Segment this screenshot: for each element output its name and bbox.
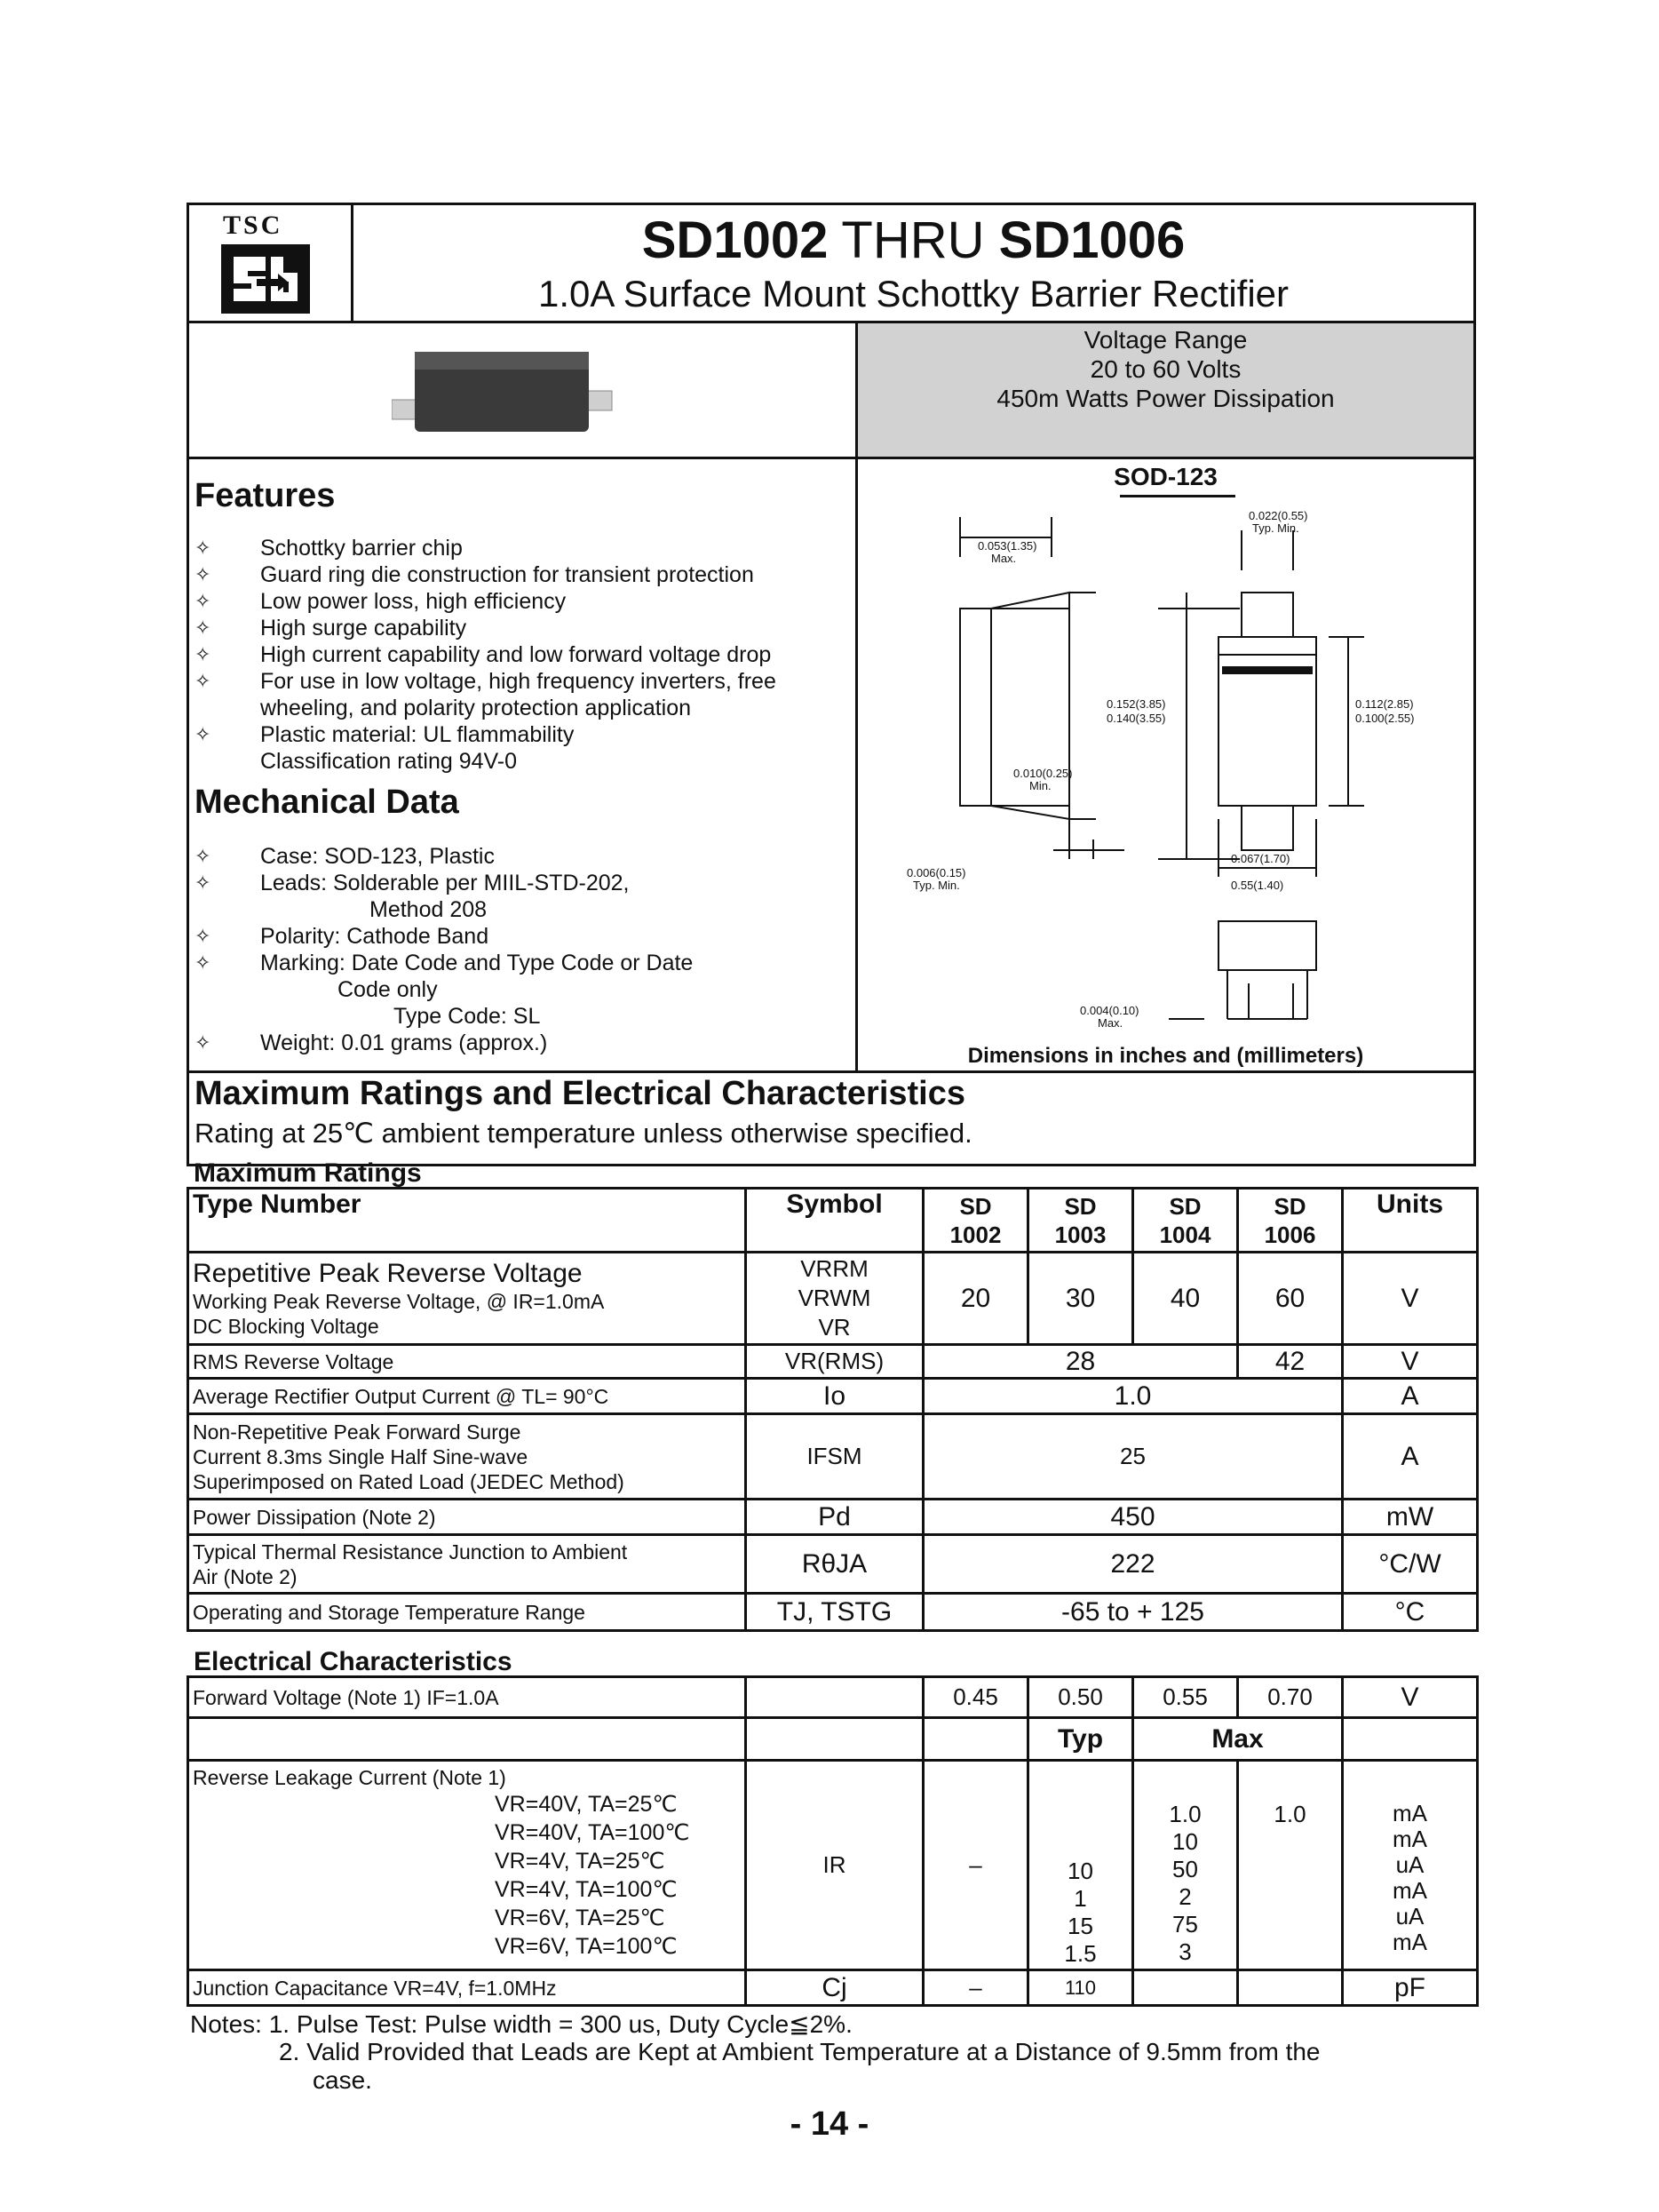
col-sd1006: SD 1006 (1238, 1189, 1343, 1253)
col-type-number: Type Number (188, 1189, 746, 1253)
svg-text:Max.: Max. (991, 552, 1017, 565)
svg-text:Typ. Min.: Typ. Min. (1252, 521, 1299, 535)
dim-label: 0.022(0.55) (1249, 509, 1308, 522)
list-item: ✧ Weight: 0.01 grams (approx.) (194, 1030, 548, 1055)
list-item: ✧ Plastic material: UL flammability Classification rating 94V-0 (194, 722, 575, 774)
list-item: ✧ Schottky barrier chip (194, 536, 463, 561)
table-row: Junction Capacitance VR=4V, f=1.0MHz Cj – 110 pF (188, 1970, 1478, 2006)
tsc-logo-icon (221, 244, 310, 314)
table-row: Reverse Leakage Current (Note 1) VR=40V, TA=25℃ VR=40V, TA=100℃ VR=4V, TA=25℃ VR=4V, TA=100℃ VR=6V, TA=25℃ VR=6V, TA=100℃ IR – 10 1 15 1.5 1.0 10 50 2 75 3 1.0 mA mA uA mA uA mA (188, 1761, 1478, 1970)
col-sd1002: SD 1002 (924, 1189, 1028, 1253)
voltage-range-label: Voltage Range (1084, 326, 1248, 354)
table-row: Non-Repetitive Peak Forward Surge Current 8.3ms Single Half Sine-wave Superimposed on Rated Load (JEDEC Method) IFSM 25 A (188, 1414, 1478, 1500)
note-1: Notes: 1. Pulse Test: Pulse width = 300 us, Duty Cycle≦2%. (190, 2010, 853, 2038)
list-item: ✧ Case: SOD-123, Plastic (194, 844, 495, 869)
svg-text:0.112(2.85): 0.112(2.85) (1355, 697, 1414, 711)
svg-text:0.140(3.55): 0.140(3.55) (1107, 712, 1166, 725)
power-dissipation-value: 450m Watts Power Dissipation (996, 385, 1335, 412)
page-subtitle: 1.0A Surface Mount Schottky Barrier Rectifier (537, 273, 1290, 314)
mechanical-data-heading: Mechanical Data (194, 784, 459, 821)
dimensions-caption: Dimensions in inches and (millimeters) (967, 1044, 1364, 1068)
diamond-bullet-icon: ✧ (194, 590, 211, 612)
col-sd1004: SD 1004 (1133, 1189, 1238, 1253)
table-row (188, 1189, 1478, 1253)
diamond-bullet-icon: ✧ (194, 1031, 211, 1054)
max-ratings-table (187, 1187, 1479, 1632)
logo-text: TSC (223, 211, 283, 240)
mechanical-data-list (189, 843, 855, 1056)
page-number: - 14 - (790, 2105, 869, 2143)
note-2: 2. Valid Provided that Leads are Kept at Ambient Temperature at a Distance of 9.5mm from the (279, 2038, 1321, 2065)
diamond-bullet-icon: ✧ (194, 845, 211, 867)
svg-text:0.010(0.25): 0.010(0.25) (1013, 767, 1073, 780)
package-photo (392, 348, 614, 437)
diamond-bullet-icon: ✧ (194, 871, 211, 894)
list-item: ✧ High current capability and low forward voltage drop (194, 642, 772, 667)
features-heading: Features (194, 477, 336, 514)
svg-text:0.152(3.85): 0.152(3.85) (1107, 697, 1166, 711)
table-row: Typical Thermal Resistance Junction to Ambient Air (Note 2) RθJA 222 °C/W (188, 1535, 1478, 1594)
list-item: ✧ Guard ring die construction for transient protection (194, 562, 754, 587)
features-list (189, 535, 855, 775)
svg-text:0.004(0.10): 0.004(0.10) (1080, 1004, 1139, 1017)
svg-text:0.55(1.40): 0.55(1.40) (1231, 879, 1284, 892)
table-row: Average Rectifier Output Current @ TL= 90°C Io 1.0 A (188, 1379, 1478, 1414)
table-row: Typ Max (188, 1718, 1478, 1761)
diamond-bullet-icon: ✧ (194, 951, 211, 974)
list-item: ✧ Leads: Solderable per MIIL-STD-202, (194, 871, 630, 895)
package-drawing-column (855, 459, 1473, 1070)
table-row: Repetitive Peak Reverse Voltage Working Peak Reverse Voltage, @ IR=1.0mA DC Blocking Voltage VRRM VRWM VR 20 30 40 60 V (188, 1253, 1478, 1345)
table-row: Operating and Storage Temperature Range TJ, TSTG -65 to + 125 °C (188, 1594, 1478, 1631)
features-and-package-row (189, 459, 1473, 1073)
electrical-characteristics-label: Electrical Characteristics (194, 1647, 512, 1676)
diamond-bullet-icon: ✧ (194, 643, 211, 665)
max-ratings-label: Maximum Ratings (194, 1158, 422, 1188)
features-column (189, 459, 855, 1070)
list-item: ✧ Marking: Date Code and Type Code or Date (194, 951, 694, 975)
package-name-underline (1120, 495, 1235, 497)
diamond-bullet-icon: ✧ (194, 563, 211, 585)
datasheet-header-frame (187, 203, 1476, 1166)
diamond-bullet-icon: ✧ (194, 723, 211, 745)
svg-text:Typ. Min.: Typ. Min. (913, 879, 960, 892)
product-summary-row (189, 323, 1473, 459)
package-name: SOD-123 (1114, 463, 1218, 490)
list-item: Code only (337, 977, 438, 1002)
col-units: Units (1343, 1189, 1478, 1253)
table-row: RMS Reverse Voltage VR(RMS) 28 42 V (188, 1345, 1478, 1379)
tsc-logo (189, 205, 353, 321)
svg-text:0.100(2.55): 0.100(2.55) (1355, 712, 1415, 725)
diamond-bullet-icon: ✧ (194, 617, 211, 639)
note-2-continued: case. (313, 2066, 372, 2094)
svg-text:Min.: Min. (1029, 779, 1052, 792)
list-item: ✧ Polarity: Cathode Band (194, 924, 489, 949)
svg-text:0.053(1.35): 0.053(1.35) (978, 539, 1037, 553)
svg-text:0.006(0.15): 0.006(0.15) (907, 866, 966, 879)
col-sd1003: SD 1003 (1028, 1189, 1133, 1253)
diamond-bullet-icon: ✧ (194, 670, 211, 692)
electrical-characteristics-table (187, 1675, 1479, 2007)
col-symbol: Symbol (746, 1189, 924, 1253)
ratings-title: Maximum Ratings and Electrical Characteristics (194, 1075, 965, 1112)
diamond-bullet-icon: ✧ (194, 537, 211, 559)
voltage-range-box (855, 323, 1473, 457)
diamond-bullet-icon: ✧ (194, 925, 211, 947)
page-title: SD1002 THRU SD1006 (641, 211, 1186, 269)
list-item: ✧ Low power loss, high efficiency (194, 589, 567, 614)
table-row: Power Dissipation (Note 2) Pd 450 mW (188, 1500, 1478, 1535)
svg-text:Max.: Max. (1098, 1016, 1123, 1028)
ratings-condition-note: Rating at 25℃ ambient temperature unless otherwise specified. (194, 1118, 972, 1149)
title-block (189, 205, 1473, 323)
table-row: Forward Voltage (Note 1) IF=1.0A 0.45 0.50 0.55 0.70 V (188, 1677, 1478, 1718)
list-item: ✧ High surge capability (194, 616, 467, 641)
list-item: Type Code: SL (393, 1004, 541, 1029)
ratings-heading-block (189, 1073, 1473, 1164)
list-item: ✧ For use in low voltage, high frequency inverters, free wheeling, and polarity protection application (194, 669, 776, 720)
sod123-dimension-drawing (858, 504, 1480, 1028)
list-item: Method 208 (369, 897, 488, 922)
svg-text:0.067(1.70): 0.067(1.70) (1231, 852, 1290, 865)
voltage-range-value: 20 to 60 Volts (1090, 355, 1242, 383)
